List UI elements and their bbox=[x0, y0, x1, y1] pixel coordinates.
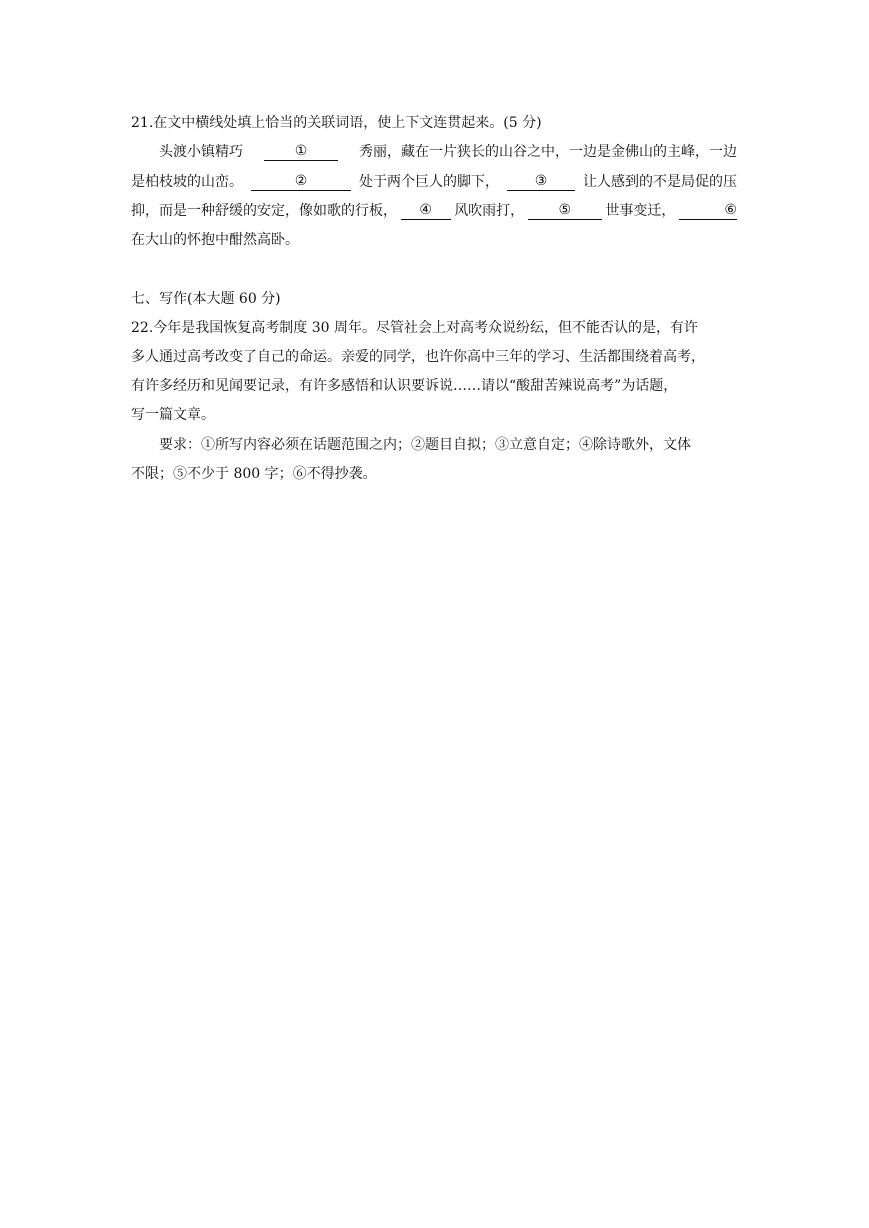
question-22-requirements-line-2: 不限；⑤不少于 800 字；⑥不得抄袭。 bbox=[131, 466, 377, 482]
fill-blank-2[interactable]: ② bbox=[251, 173, 351, 191]
passage-text: 秀丽，藏在一片狭长的山谷之中，一边是金佛山的主峰，一边 bbox=[359, 144, 737, 160]
question-21-passage-line-4: 在大山的怀抱中酣然高卧。 bbox=[131, 232, 299, 248]
section-7-title: 七、写作(本大题 60 分) bbox=[131, 291, 281, 307]
passage-text: 风吹雨打， bbox=[454, 203, 525, 219]
question-21-header: 21.在文中横线处填上恰当的关联词语，使上下文连贯起来。(5 分) bbox=[131, 115, 542, 131]
question-21-passage-line-1 bbox=[159, 143, 737, 161]
question-22-line-1: 22.今年是我国恢复高考制度 30 周年。尽管社会上对高考众说纷纭，但不能否认的是，有许 bbox=[131, 320, 698, 336]
fill-blank-3[interactable]: ③ bbox=[507, 173, 575, 191]
question-22-line-2: 多人通过高考改变了自己的命运。亲爱的同学，也许你高中三年的学习、生活都围绕着高考， bbox=[131, 349, 705, 365]
fill-blank-1[interactable]: ① bbox=[264, 143, 338, 161]
passage-text: 是柏枝坡的山峦。 bbox=[131, 174, 243, 190]
question-22-requirements-line-1: 要求：①所写内容必须在话题范围之内；②题目自拟；③立意自定；④除诗歌外，文体 bbox=[159, 437, 691, 453]
passage-text: 处于两个巨人的脚下， bbox=[359, 174, 499, 190]
question-22-line-4: 写一篇文章。 bbox=[131, 407, 215, 423]
passage-text: 头渡小镇精巧 bbox=[159, 144, 243, 160]
fill-blank-5[interactable]: ⑤ bbox=[528, 202, 602, 220]
passage-text: 世事变迁， bbox=[605, 203, 676, 219]
question-21-passage-line-3 bbox=[131, 202, 737, 220]
fill-blank-4[interactable]: ④ bbox=[401, 202, 451, 220]
passage-text: 抑，而是一种舒缓的安定，像如歌的行板， bbox=[131, 203, 397, 219]
question-21-passage-line-2 bbox=[131, 173, 737, 191]
passage-text: 让人感到的不是局促的压 bbox=[583, 174, 737, 190]
fill-blank-6[interactable]: ⑥ bbox=[679, 202, 737, 220]
question-22-line-3: 有许多经历和见闻要记录，有许多感悟和认识要诉说……请以“酸甜苦辣说高考”为话题， bbox=[131, 378, 678, 394]
